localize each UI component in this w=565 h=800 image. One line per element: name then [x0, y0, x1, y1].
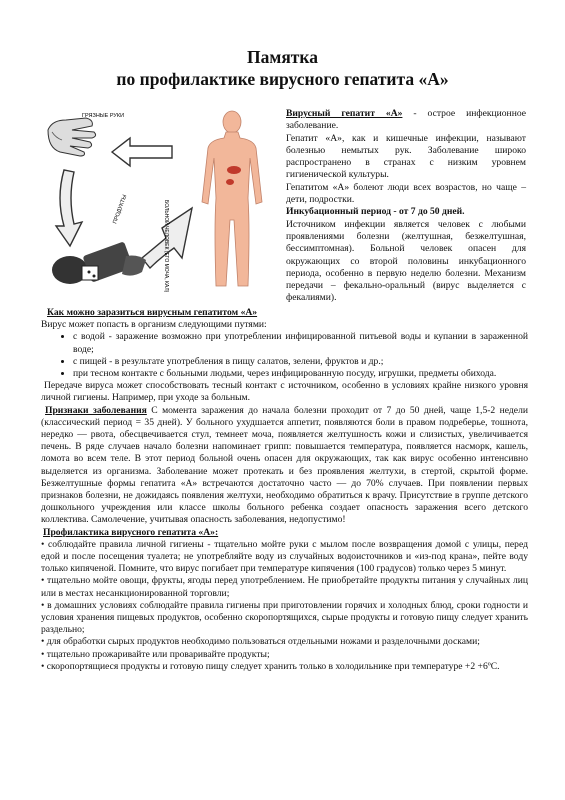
symptoms-heading: Признаки заболевания	[45, 404, 147, 416]
symptoms-paragraph	[41, 405, 528, 527]
transmission-illustration	[42, 108, 278, 296]
intro-definition-rest: - острое инфекционное заболевание.	[286, 108, 527, 132]
incubation-period: Инкубационный период - от 7 до 50 дней.	[286, 206, 465, 218]
intro-definition	[286, 108, 526, 133]
prevention-item-kitchen: • в домашних условиях соблюдайте правила гигиены при приготовлении горячих и холодных блюд, сроки годности и условия хранения пищевых продуктов, особенно скоропортящихся, сырые продукты и готовую пищу следует хранить раздельно;	[41, 599, 528, 636]
infection-item-water: • с водой - заражение возможно при употреблении инфицированной питьевой воды и купании в зараженной воде;	[73, 331, 528, 355]
intro-term: Вирусный гепатит «А»	[286, 108, 403, 119]
arrow-left	[56, 170, 82, 246]
intro-paragraph-5: Источником инфекции является человек с любыми проявлениями болезни (желтушная, безжелтушная, бессимптомная). Больной человек опасен для окружающих со второй половины инкубационного периода, особенно в первую неделю болезни. Механизм передачи – фекально-оральный (вирус выделяется с фекалиями).	[286, 218, 526, 304]
arrow-top	[112, 138, 172, 166]
title-line-2: по профилактике вирусного гепатита «А»	[116, 69, 449, 89]
infection-lead: Вирус может попасть в организм следующими путями:	[41, 319, 267, 331]
food-products-image	[52, 241, 146, 284]
prevention-heading: Профилактика вирусного гепатита «А»:	[43, 526, 219, 538]
title-line-1: Памятка	[247, 47, 318, 67]
intro-paragraph-2: Гепатит «А», как и кишечные инфекции, называют болезнью немытых рук. Заболевание широко распространено в странах с низким уровнем гигиенической культуры.	[286, 132, 526, 181]
prevention-item-hygiene: • соблюдайте правила личной гигиены - тщательно мойте руки с мылом после возвращения домой с улицы, перед едой и после посещения туалета; не употребляйте воду из случайных водоисточников и «из-под крана», пейте воду только кипяченой. Помните, что вирус погибает при температуре кипячения (100 градусов) только через 5 минут.	[41, 538, 528, 575]
intro-text	[286, 108, 526, 305]
prevention-item-cook: • тщательно прожаривайте или проваривайте продукты;	[41, 648, 270, 660]
label-products: ПРОДУКТЫ	[112, 194, 129, 225]
symptoms-text: С момента заражения до начала болезни проходит от 7 до 50 дней, чаще 1,5-2 недели (классический период = 35 дней). У больного ухудшается аппетит, появляются боли в правом подреберье, тошнота, нередко — рвота, обесцвечивается стул, темнеет моча, появляется желтушность кожи и слизистых, увеличивается печень. В ряде случаев начало болезни напоминает грипп: повышается температура, появляется насморк, кашель, ломота во всем теле. В этот период больной очень опасен для окружающих, так как вирус особенно интенсивно выделяется из организма. Заболевание может протекать и без проявления желтухи, в стертой, скрытой форме. Безжелтушные формы гепатита «А» встречаются достаточно часто — до 70% случаев. При появлении первых признаков болезни, не дожидаясь появления желтухи, необходимо обратиться к врачу. Присутствие в группе детского дошкольного учреждения или классе школы больного ребенка создает опасность заражения всего детского коллектива. Самолечение, учитывая опасность заболевания, недопустимо!	[41, 404, 528, 526]
prevention-item-wash: • тщательно мойте овощи, фрукты, ягоды перед употреблением. Не приобретайте продукты питания у случайных лиц или в местах несанкционированной торговли;	[41, 575, 528, 599]
infection-heading: Как можно заразиться вирусным гепатитом «А»	[47, 307, 258, 318]
prevention-item-knives: • для обработки сырых продуктов необходимо пользоваться отдельными ножами и разделочными досками;	[41, 636, 480, 648]
label-dirty-hands: ГРЯЗНЫЕ РУКИ	[82, 113, 125, 119]
infection-item-contact: • при тесном контакте с больными людьми, через инфицированную посуду, игрушки, предметы обихода.	[73, 368, 528, 380]
infection-list	[41, 331, 528, 380]
prevention-item-fridge: • скоропортящиеся продукты и готовую пищу следует хранить только в холодильнике при температуре +2 +6ºС.	[41, 660, 500, 672]
infection-after: Передаче вируса может способствовать тесный контакт с источником, особенно в условиях крайне низкого уровня личной гигиены. Например, при уходе за больным.	[41, 380, 528, 404]
infection-item-food: • с пищей - в результате употребления в пищу салатов, зелени, фруктов и др.;	[73, 356, 528, 368]
label-patient: БОЛЬНОЙ ЧЕЛОВЕК (ЕГО МОЧА, КАЛ)	[163, 200, 169, 293]
intro-paragraph-3: Гепатитом «А» болеют люди всех возрастов, но чаще – дети, подростки.	[286, 181, 526, 206]
dirty-hand-image	[48, 118, 96, 156]
main-text	[41, 307, 528, 673]
human-figure-image	[202, 111, 262, 286]
